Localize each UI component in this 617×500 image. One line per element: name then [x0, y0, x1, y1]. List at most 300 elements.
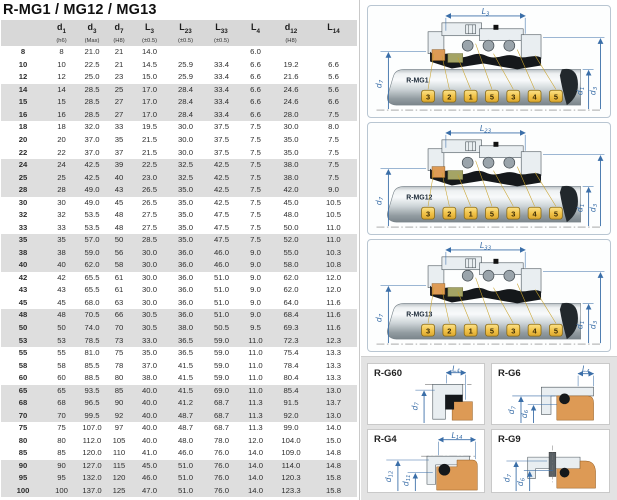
d3-dimension-label: d3 — [588, 86, 600, 96]
table-cell: 21.6 — [283, 72, 299, 82]
table-cell: 13.0 — [310, 410, 357, 423]
table-cell: 47.5 — [204, 234, 239, 247]
table-cell: 75 — [57, 423, 66, 433]
table-cell: 11.3 — [239, 410, 272, 423]
table-cell: 30.0 — [132, 259, 167, 272]
table-cell: 42.0 — [272, 184, 310, 197]
table-cell: 14.8 — [310, 460, 357, 473]
table-cell: 11.0 — [239, 335, 272, 348]
table-header — [1, 20, 357, 46]
table-cell: 53 — [1, 335, 45, 348]
table-cell: 14.0 — [326, 423, 341, 433]
table-cell: 21.5 — [142, 147, 157, 157]
seat-diagram-rg4 — [367, 429, 485, 493]
table-cell: 70 — [1, 410, 45, 423]
table-cell: 37.0 — [84, 147, 100, 157]
table-cell: 50 — [45, 322, 78, 335]
table-cell: 41.5 — [178, 360, 193, 370]
callout-chip — [528, 207, 541, 219]
table-cell: 68 — [45, 397, 78, 410]
table-cell: 35.0 — [167, 184, 204, 197]
table-cell: 36.5 — [167, 335, 204, 348]
table-cell: 7.5 — [250, 147, 261, 157]
table-cell: 51.0 — [214, 285, 229, 295]
table-cell: 12.0 — [248, 435, 263, 445]
spring — [462, 270, 473, 281]
table-cell: 11.0 — [310, 234, 357, 247]
table-row — [1, 422, 357, 435]
set-screw — [493, 142, 498, 147]
table-cell: 51.0 — [214, 297, 229, 307]
diagram-label: R-MG13 — [406, 311, 433, 319]
table-cell: 32.5 — [167, 159, 204, 172]
table-cell: 27 — [106, 109, 132, 122]
diagram-label: R-MG12 — [406, 194, 433, 202]
table-cell: 28.4 — [167, 84, 204, 97]
table-cell: 25 — [1, 172, 45, 185]
table-cell: 85 — [18, 448, 28, 458]
table-cell: 27 — [106, 96, 132, 109]
table-cell: 6.6 — [239, 109, 272, 122]
table-cell: 45 — [57, 297, 66, 307]
r-mg12-diagram-box — [367, 122, 611, 235]
table-cell: 61 — [114, 272, 124, 282]
table-cell: 20 — [18, 135, 28, 145]
table-cell: 13.3 — [326, 348, 341, 358]
table-cell: 18 — [18, 122, 28, 132]
table-cell: 14.0 — [142, 47, 157, 57]
svg-text:3: 3 — [425, 209, 431, 219]
table-cell: 76.0 — [204, 485, 239, 498]
table-cell: 35.0 — [167, 234, 204, 247]
table-cell: 52.0 — [272, 234, 310, 247]
table-row — [1, 309, 357, 322]
table-cell: 7.5 — [239, 234, 272, 247]
corner-header-cell — [1, 20, 45, 46]
table-cell: 30 — [57, 197, 66, 207]
table-cell: 60 — [18, 373, 28, 383]
table-cell: 14.5 — [142, 59, 157, 69]
seat-label-rg4: R-G4 — [374, 434, 397, 445]
table-cell: 81.0 — [84, 348, 100, 358]
seal-head-drawing — [428, 257, 541, 304]
table-cell: 70 — [45, 410, 78, 423]
o-ring — [559, 394, 570, 405]
table-cell: 43 — [57, 285, 66, 295]
table-cell: 48 — [114, 210, 124, 220]
table-cell: 47.0 — [132, 485, 167, 498]
table-row — [1, 272, 357, 285]
table-cell: 65.5 — [84, 285, 100, 295]
seal-head-drawing — [428, 140, 541, 187]
column-header: $d_3$ (Max) — [78, 20, 106, 46]
table-row — [1, 109, 357, 122]
table-cell: 60 — [57, 373, 66, 383]
table-row — [1, 71, 357, 84]
table-cell: 43 — [106, 184, 132, 197]
table-cell: 115 — [106, 460, 132, 473]
table-cell: 13.7 — [310, 397, 357, 410]
table-cell: 62.0 — [283, 285, 299, 295]
table-cell: 33.4 — [204, 96, 239, 109]
svg-text:3: 3 — [511, 326, 516, 336]
table-cell: 10.5 — [326, 197, 341, 207]
table-cell: 25.9 — [178, 59, 193, 69]
svg-text:4: 4 — [532, 209, 537, 219]
table-cell: 8.0 — [328, 122, 339, 132]
callout-chips — [422, 324, 563, 336]
d7-dimension-label: d7 — [507, 406, 518, 415]
table-cell: 99.5 — [78, 410, 106, 423]
table-cell: 74.0 — [78, 322, 106, 335]
table-cell: 11.3 — [239, 397, 272, 410]
table-cell: 40.0 — [142, 435, 157, 445]
table-cell: 7.5 — [239, 172, 272, 185]
table-cell: 9.0 — [310, 184, 357, 197]
table-cell: 6.6 — [310, 96, 357, 109]
table-cell: 78.0 — [214, 435, 229, 445]
table-cell: 19.5 — [142, 122, 157, 132]
table-cell: 7.5 — [310, 172, 357, 185]
table-cell: 120.3 — [272, 472, 310, 485]
table-cell: 56 — [106, 247, 132, 260]
table-cell: 40 — [45, 259, 78, 272]
table-cell: 69.0 — [204, 385, 239, 398]
callout-chip — [422, 324, 435, 336]
table-cell: 73 — [106, 335, 132, 348]
table-cell: 68.7 — [214, 423, 229, 433]
table-cell: 14.0 — [239, 460, 272, 473]
column-header: $L_{14}$ — [310, 20, 357, 46]
table-cell: 14.0 — [239, 472, 272, 485]
table-cell: 35 — [45, 234, 78, 247]
table-cell: 5.6 — [310, 84, 357, 97]
table-cell: 14 — [1, 84, 45, 97]
table-cell: 36.5 — [178, 348, 193, 358]
table-cell: 48.0 — [283, 210, 299, 220]
table-cell: 33 — [18, 222, 28, 232]
table-cell: 65 — [1, 385, 45, 398]
table-cell: 42.5 — [204, 184, 239, 197]
callout-chip — [486, 90, 499, 102]
table-cell: 53.5 — [84, 222, 100, 232]
table-cell: 48.0 — [178, 435, 193, 445]
callout-chip — [443, 90, 456, 102]
table-cell: 48 — [45, 309, 78, 322]
table-cell: 75 — [18, 423, 28, 433]
table-cell: 8 — [59, 47, 64, 57]
table-cell: 25 — [45, 172, 78, 185]
table-cell: 42.5 — [204, 172, 239, 185]
table-cell: 32 — [18, 210, 28, 220]
table-cell: 42 — [18, 272, 28, 282]
d6-dimension-label: d6 — [519, 409, 531, 419]
length-dimension-label: L3 — [481, 6, 490, 18]
table-cell: 92 — [106, 410, 132, 423]
table-cell: 35.0 — [178, 222, 193, 232]
table-cell: 41.5 — [167, 385, 204, 398]
seat-drawing-rg9 — [492, 430, 609, 492]
table-cell: 33.4 — [214, 72, 229, 82]
table-cell: 64.0 — [283, 297, 299, 307]
set-screw — [493, 25, 498, 30]
table-cell: 20 — [57, 135, 66, 145]
table-cell: 11.0 — [248, 348, 263, 358]
table-cell: 75.4 — [283, 348, 299, 358]
table-cell: 50 — [1, 322, 45, 335]
set-screw — [493, 259, 498, 264]
d11-dimension-label: d11 — [401, 474, 413, 487]
table-cell: 40 — [106, 172, 132, 185]
table-cell: 50 — [106, 234, 132, 247]
table-cell: 78.4 — [283, 360, 299, 370]
table-cell: 45.0 — [132, 460, 167, 473]
table-cell: 45 — [114, 197, 124, 207]
seat-diagram-rg6 — [491, 363, 610, 425]
table-cell: 92.0 — [272, 410, 310, 423]
d7-dimension-label: d7 — [410, 402, 421, 411]
table-cell: 30.0 — [178, 147, 193, 157]
table-cell: 15 — [45, 96, 78, 109]
table-cell: 32.0 — [84, 122, 100, 132]
table-cell: 27.5 — [142, 210, 157, 220]
table-cell: 33.4 — [214, 59, 229, 69]
table-cell: 125 — [106, 485, 132, 498]
callout-chip — [464, 207, 477, 219]
callout-chip — [507, 90, 520, 102]
table-cell: 47.5 — [214, 222, 229, 232]
table-cell: 46.0 — [132, 472, 167, 485]
table-cell: 40.0 — [132, 410, 167, 423]
table-row — [1, 335, 357, 348]
table-cell: 75 — [114, 348, 124, 358]
table-cell: 55 — [57, 348, 66, 358]
table-cell: 23 — [114, 72, 124, 82]
callout-chips — [422, 90, 563, 102]
table-cell: 62.0 — [283, 272, 299, 282]
table-cell: 22 — [57, 147, 66, 157]
svg-text:5: 5 — [553, 92, 558, 102]
table-cell: 35.0 — [142, 348, 157, 358]
table-cell: 18 — [57, 122, 66, 132]
table-cell: 104.0 — [281, 435, 301, 445]
table-cell: 30.0 — [178, 122, 193, 132]
table-cell: 38.0 — [167, 322, 204, 335]
table-cell: 11.6 — [326, 297, 341, 307]
callout-chip — [549, 324, 562, 336]
seat-label-rg60: R-G60 — [374, 368, 402, 379]
table-cell: 21 — [114, 59, 124, 69]
seat-label-rg9: R-G9 — [498, 434, 521, 445]
svg-text:3: 3 — [511, 209, 516, 219]
table-row — [1, 159, 357, 172]
table-cell: 55 — [18, 348, 28, 358]
table-cell: 80 — [114, 373, 124, 383]
table-cell: 7.5 — [310, 159, 357, 172]
table-cell: 120 — [106, 472, 132, 485]
table-cell: 11.0 — [239, 385, 272, 398]
table-cell: 36.0 — [167, 247, 204, 260]
table-body — [1, 46, 357, 497]
d7-dimension-label: d7 — [374, 79, 385, 89]
table-cell: 14.0 — [239, 485, 272, 498]
table-cell: 57.0 — [78, 234, 106, 247]
table-cell: 61 — [114, 285, 124, 295]
callout-chip — [443, 324, 456, 336]
table-cell: 70 — [106, 322, 132, 335]
table-cell: 53.5 — [84, 210, 100, 220]
table-cell: 5.6 — [328, 72, 339, 82]
seat-label-rg6: R-G6 — [498, 368, 521, 379]
table-cell: 9.0 — [250, 272, 261, 282]
table-cell: 109.0 — [281, 448, 301, 458]
table-cell: 11.6 — [310, 322, 357, 335]
table-cell: 88.5 — [84, 373, 100, 383]
table-row — [1, 209, 357, 222]
table-cell: 28.5 — [78, 84, 106, 97]
table-cell: 37.5 — [214, 122, 229, 132]
table-cell: 9.0 — [239, 259, 272, 272]
svg-text:5: 5 — [553, 326, 558, 336]
table-cell: 7.5 — [239, 159, 272, 172]
table-cell: 25.9 — [178, 72, 193, 82]
table-cell: 16 — [1, 109, 45, 122]
table-cell: 36.0 — [178, 297, 193, 307]
table-cell: 68.4 — [272, 309, 310, 322]
table-cell: 6.6 — [239, 84, 272, 97]
seat-diagram-rg9 — [491, 429, 610, 493]
table-cell: 85.5 — [84, 360, 100, 370]
table-cell: 33.4 — [204, 84, 239, 97]
table-cell: 78.5 — [78, 335, 106, 348]
seal-cross-section — [368, 123, 610, 234]
table-cell: 11.0 — [248, 373, 263, 383]
table-cell: 10.8 — [310, 259, 357, 272]
svg-text:1: 1 — [468, 92, 473, 102]
table-cell: 7.5 — [310, 109, 357, 122]
table-cell: 32 — [57, 210, 66, 220]
d7-dimension-label: d7 — [374, 313, 385, 323]
table-cell: 35.0 — [283, 135, 299, 145]
table-row — [1, 447, 357, 460]
table-cell: 65 — [45, 385, 78, 398]
callout-chip — [443, 207, 456, 219]
table-cell: 59.0 — [214, 348, 229, 358]
callout-chip — [507, 207, 520, 219]
table-cell: 42.5 — [214, 197, 229, 207]
table-cell: 9.0 — [250, 297, 261, 307]
spring — [504, 40, 515, 51]
table-cell: 9.5 — [239, 322, 272, 335]
table-cell: 123.3 — [272, 485, 310, 498]
table-cell: 38 — [45, 247, 78, 260]
l14-dimension-label: L14 — [451, 430, 463, 442]
table-cell: 51.0 — [167, 485, 204, 498]
table-cell: 33 — [57, 222, 66, 232]
r-mg13-diagram-box — [367, 239, 611, 352]
table-cell: 42 — [57, 272, 66, 282]
svg-text:5: 5 — [489, 326, 495, 336]
table-cell: 28.5 — [78, 109, 106, 122]
table-cell: 26.5 — [132, 184, 167, 197]
table-cell: 39 — [106, 159, 132, 172]
column-header: $L_{33}$ (±0.5) — [204, 20, 239, 46]
svg-text:3: 3 — [511, 92, 516, 102]
table-cell: 7.5 — [239, 184, 272, 197]
d1-dimension-label: d1 — [575, 320, 587, 330]
face-ring — [448, 54, 463, 63]
spring — [483, 157, 494, 168]
d3-dimension-label: d3 — [588, 203, 600, 213]
table-cell: 59.0 — [78, 247, 106, 260]
table-cell: 7.5 — [328, 147, 339, 157]
table-cell: 42.5 — [78, 172, 106, 185]
table-cell: 37.5 — [214, 147, 229, 157]
table-cell: 21 — [114, 47, 124, 57]
table-cell: 100 — [1, 485, 45, 498]
callout-chip — [549, 207, 562, 219]
table-cell: 46.0 — [204, 259, 239, 272]
table-cell: 36.0 — [167, 259, 204, 272]
table-cell: 37 — [114, 147, 124, 157]
spring — [462, 157, 473, 168]
table-cell: 48 — [114, 222, 124, 232]
svg-text:1: 1 — [468, 326, 473, 336]
callout-chip — [422, 90, 435, 102]
table-cell: 46.0 — [204, 247, 239, 260]
svg-text:5: 5 — [489, 209, 495, 219]
table-cell: 43 — [18, 285, 28, 295]
callout-chip — [486, 324, 499, 336]
table-cell: 12 — [18, 72, 28, 82]
table-row — [1, 385, 357, 398]
table-cell — [310, 46, 357, 59]
table-cell: 100 — [45, 485, 78, 498]
table-cell: 33.4 — [204, 109, 239, 122]
table-cell: 14.8 — [326, 448, 341, 458]
table-cell: 80 — [57, 435, 66, 445]
table-row — [1, 284, 357, 297]
table-cell: 72.3 — [272, 335, 310, 348]
table-cell: 14 — [45, 84, 78, 97]
table-cell: 7.5 — [328, 135, 339, 145]
table-cell: 76.0 — [204, 472, 239, 485]
table-row — [1, 134, 357, 147]
table-cell: 51.0 — [167, 460, 204, 473]
o-ring — [560, 468, 570, 478]
table-cell: 25 — [106, 84, 132, 97]
table-row — [1, 259, 357, 272]
table-cell: 28.5 — [78, 96, 106, 109]
table-row — [1, 360, 357, 373]
spring — [504, 157, 515, 168]
table-cell: 36.0 — [178, 272, 193, 282]
table-cell: 42.5 — [204, 159, 239, 172]
table-cell: 16 — [45, 109, 78, 122]
table-cell: 80 — [18, 435, 28, 445]
table-cell: 42.5 — [78, 159, 106, 172]
table-cell: 7.5 — [250, 135, 261, 145]
table-cell: 59.0 — [214, 373, 229, 383]
table-row — [1, 410, 357, 423]
table-cell: 65.5 — [84, 272, 100, 282]
table-cell: 51.0 — [214, 272, 229, 282]
table-cell: 35.0 — [283, 147, 299, 157]
table-cell: 51.0 — [167, 472, 204, 485]
length-dimension-label: L23 — [479, 123, 492, 135]
table-cell: 80.4 — [283, 373, 299, 383]
table-cell: 30.0 — [132, 247, 167, 260]
